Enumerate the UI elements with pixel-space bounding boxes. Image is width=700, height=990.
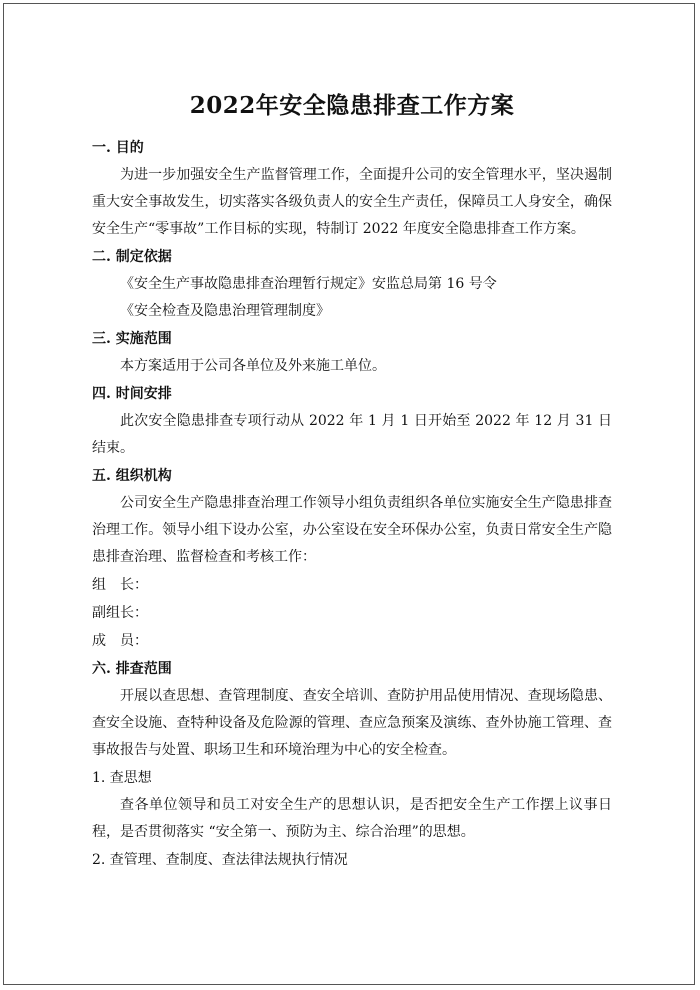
section-heading-schedule: 四. 时间安排 — [92, 386, 172, 402]
section-body-purpose: 为进一步加强安全生产监督管理工作，全面提升公司的安全管理水平，坚决遏制重大安全事故发生，切实落实各级负责人的安全生产责任，保障员工人身安全，确保安全生产“零事故”工作目标的实现，特制订 2022 年度安全隐患排查工作方案。 — [92, 167, 612, 237]
section-body-inspection-scope: 开展以查思想、查管理制度、查安全培训、查防护用品使用情况、查现场隐患、查安全设施、查特种设备及危险源的管理、查应急预案及演练、查外协施工管理、查事故报告与处置、职场卫生和环境治理为中心的安全检查。 — [92, 688, 612, 758]
role-leader: 组 长： — [92, 577, 148, 593]
document-page — [92, 78, 612, 874]
section-heading-scope: 三. 实施范围 — [92, 331, 172, 347]
section-heading-basis: 二. 制定依据 — [92, 249, 172, 265]
subsection-title-management: 2. 查管理、查制度、查法律法规执行情况 — [92, 852, 348, 868]
section-body-scope: 本方案适用于公司各单位及外来施工单位。 — [120, 358, 386, 374]
basis-item-1: 《安全生产事故隐患排查治理暂行规定》安监总局第 16 号令 — [120, 276, 497, 292]
section-heading-purpose: 一. 目的 — [92, 140, 144, 156]
role-deputy-leader: 副组长： — [92, 605, 148, 621]
section-body-schedule: 此次安全隐患排查专项行动从 2022 年 1 月 1 日开始至 2022 年 12 月 31 日结束。 — [92, 413, 612, 456]
subsection-body-thought: 查各单位领导和员工对安全生产的思想认识，是否把安全生产工作摆上议事日程，是否贯彻落实 “安全第一、预防为主、综合治理”的思想。 — [92, 797, 612, 840]
document-title: 2022年安全隐患排查工作方案 — [189, 92, 515, 119]
subsection-title-thought: 1. 查思想 — [92, 770, 152, 786]
section-heading-inspection-scope: 六. 排查范围 — [92, 661, 172, 677]
role-members: 成 员： — [92, 633, 148, 649]
basis-item-2: 《安全检查及隐患治理管理制度》 — [120, 303, 330, 319]
section-body-organization: 公司安全生产隐患排查治理工作领导小组负责组织各单位实施安全生产隐患排查治理工作。领导小组下设办公室，办公室设在安全环保办公室，负责日常安全生产隐患排查治理、监督检查和考核工作： — [92, 495, 612, 565]
section-heading-organization: 五. 组织机构 — [92, 468, 172, 484]
